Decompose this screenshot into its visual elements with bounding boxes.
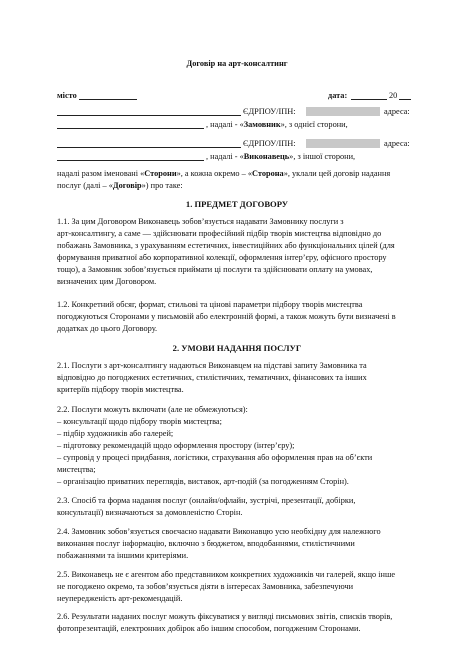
clause-2-2: 2.2. Послуги можуть включати (але не обмежуються): – консультації щодо підбору творів мистецтва; – підбір художників або галерей; – підготовку рекомендацій щодо оформлення простору (інтер’єру); – супровід у процесі придбання, логістики, страхування або оформлення прав на об’єкти мистецтва; – організацію приватних переглядів, виставок, арт-подій (за погодженням Сторін).	[57, 405, 373, 486]
customer-role: Замовник	[243, 120, 281, 129]
clause-2-3: 2.3. Спосіб та форма надання послуг (онлайн/офлайн, зустрічі, презентації, добірки, консультації) визначаються за домовленістю Сторін.	[57, 496, 356, 517]
section-1-heading: 1. ПРЕДМЕТ ДОГОВОРУ	[185, 199, 289, 209]
clause-1-2: 1.2. Конкретний обсяг, формат, стильові та цінові параметри підбору творів мистецтва погоджуються Сторонами у письмовій або електронній формі, а також можуть бути визначені в додатках до цього Договору.	[57, 300, 396, 333]
clause-2-4: 2.4. Замовник зобов’язується своєчасно надавати Виконавцю усю необхідну для належного виконання послуг інформацію, включно з бюджетом, вподобаннями, стилістичними побажаннями та іншими критеріями.	[57, 527, 381, 560]
year-prefix: 20	[389, 91, 398, 100]
customer-edrpou-label: ЄДРПОУ/ІПН:	[243, 107, 296, 116]
year-blank[interactable]	[399, 99, 411, 100]
customer-address-label: адреса:	[384, 107, 410, 116]
executor-address-blank[interactable]	[57, 160, 204, 161]
clause-2-6: 2.6. Результати наданих послуг можуть фіксуватися у вигляді письмових звітів, списків творів, фотопрезентацій, електронних добірок або іншим способом, погодженим Сторонами.	[57, 612, 393, 633]
city-blank[interactable]	[79, 99, 137, 100]
executor-address-label: адреса:	[384, 139, 410, 148]
executor-role-line: , надалі - «Виконавець», з іншої сторони,	[206, 152, 356, 161]
section-2-heading: 2. УМОВИ НАДАННЯ ПОСЛУГ	[172, 343, 302, 353]
city-label: місто	[57, 91, 77, 100]
date-blank[interactable]	[351, 99, 387, 100]
date-label: дата:	[328, 91, 348, 100]
clause-2-5: 2.5. Виконавець не є агентом або представником конкретних художників чи галерей, якщо інше не погоджено окремо, та зобов’язується діяти в інтересах Замовника, забезпечуючи неупередженість арт-рекомендацій.	[57, 570, 396, 603]
executor-edrpou-label: ЄДРПОУ/ІПН:	[243, 139, 296, 148]
clause-1-1: 1.1. За цим Договором Виконавець зобов’язується надавати Замовнику послуги з арт-консалтингу, а саме — здійснювати професійний підбір творів мистецтва відповідно до побажань Замовника, з урахуванням естетичних, інвестиційних або функціональних цілей (для формування приватної або корпоративної колекції, оформлення інтер’єру, офісного простору тощо), а Замовник зобов’язується приймати ці послуги та здійснювати оплату на умовах, визначених цим Договором.	[57, 217, 395, 286]
document-title: Договір на арт-консалтинг	[186, 59, 288, 68]
executor-name-blank[interactable]	[57, 147, 241, 148]
clause-2-1: 2.1. Послуги з арт-консалтингу надаються Виконавцем на підставі запиту Замовника та відповідно до погоджених естетичних, стилістичних, тематичних, фінансових та інших критеріїв підбору творів мистецтва.	[57, 361, 367, 394]
customer-role-line: , надалі - «Замовник», з однієї сторони,	[206, 120, 348, 129]
executor-edrpou-field[interactable]	[306, 139, 380, 148]
customer-address-blank[interactable]	[57, 128, 204, 129]
intro-paragraph: надалі разом іменовані «Сторони», а кожна окремо – «Сторона», уклали цей договір надання послуг (далі – «Договір») про таке:	[57, 169, 391, 190]
executor-role: Виконавець	[243, 152, 290, 161]
customer-name-blank[interactable]	[57, 115, 241, 116]
customer-edrpou-field[interactable]	[306, 107, 380, 116]
